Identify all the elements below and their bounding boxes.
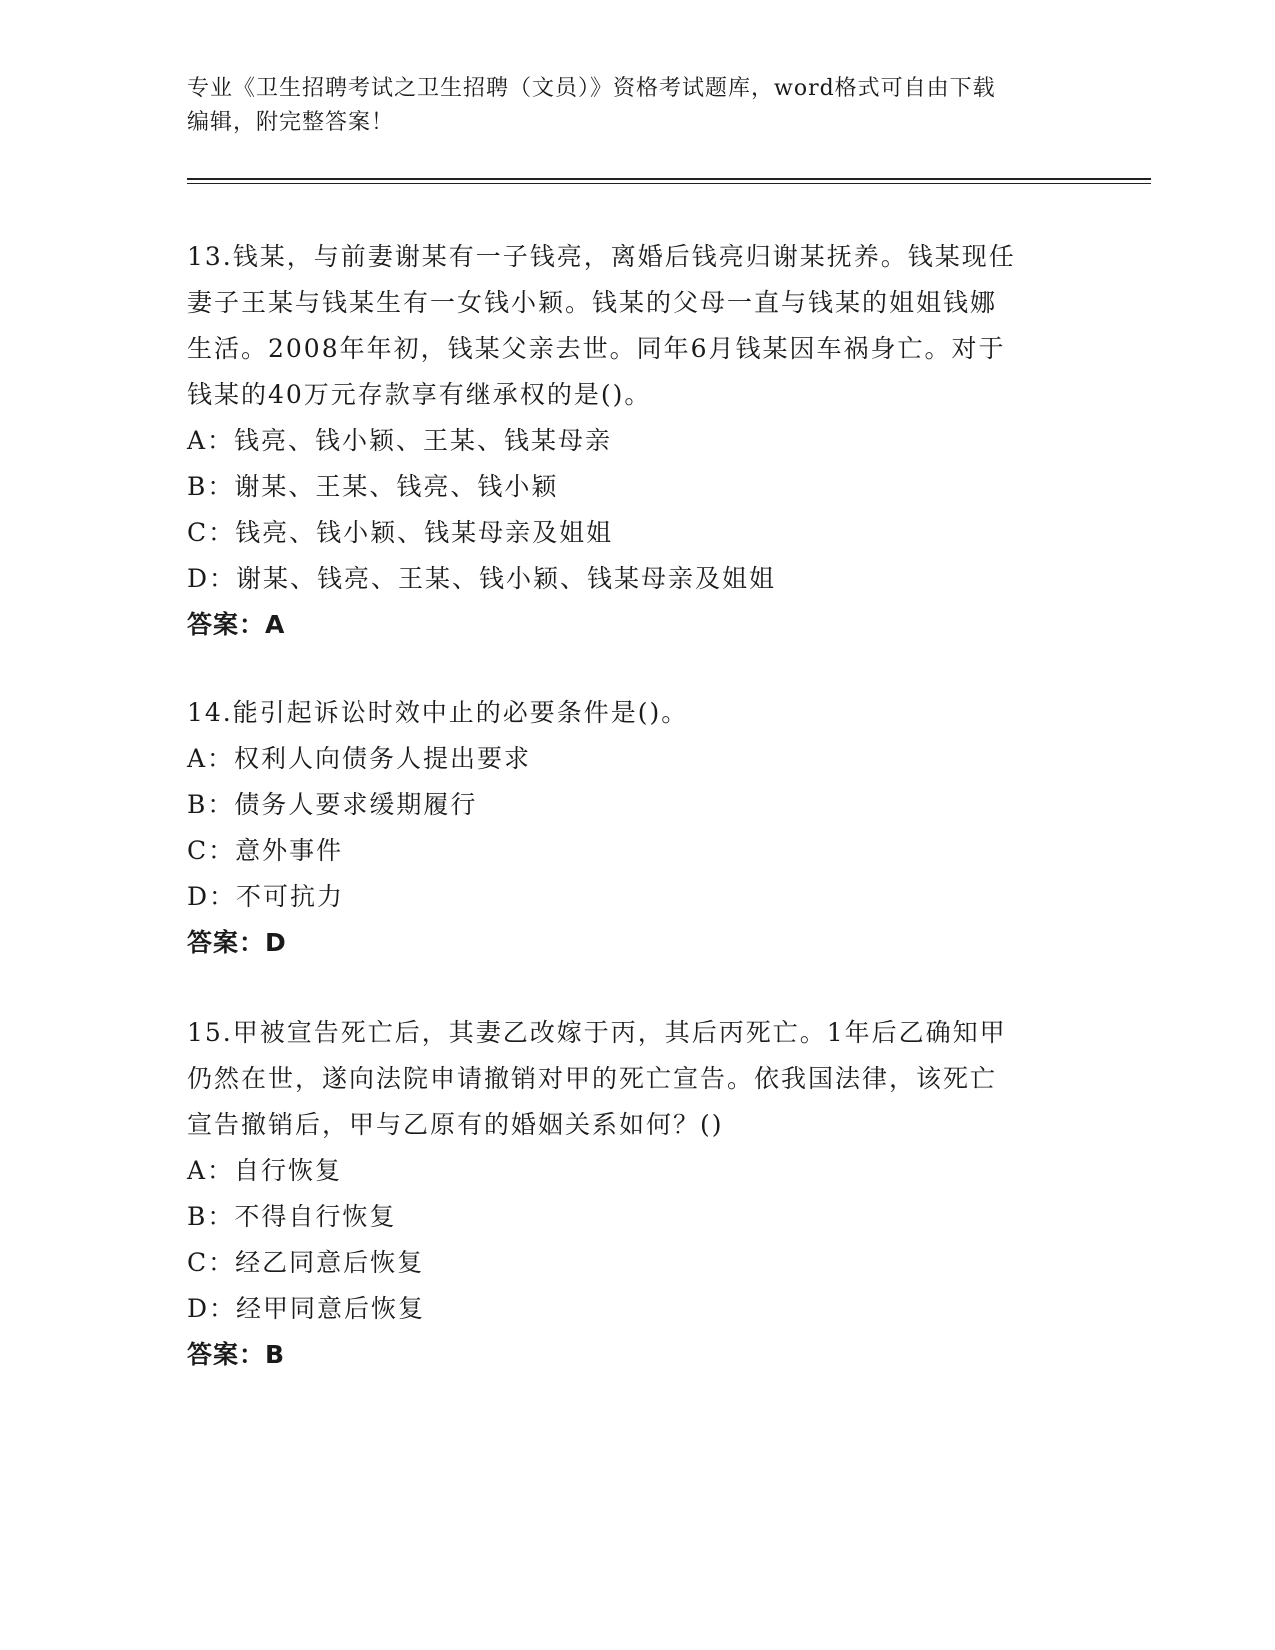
question-stem <box>187 234 1087 418</box>
stem-line: 13.钱某，与前妻谢某有一子钱亮，离婚后钱亮归谢某抚养。钱某现任 <box>187 242 1016 271</box>
option-c: C：钱亮、钱小颖、钱某母亲及姐姐 <box>187 518 614 547</box>
header-line-2: 编辑，附完整答案！ <box>187 110 395 135</box>
header-divider-thin <box>187 183 1151 184</box>
header-line-1: 专业《卫生招聘考试之卫生招聘（文员）》资格考试题库，word格式可自由下载 <box>187 76 996 101</box>
option-b: B：不得自行恢复 <box>187 1202 397 1231</box>
answer-label: 答案：D <box>187 928 287 957</box>
option-d: D：不可抗力 <box>187 882 345 911</box>
stem-line: 宣告撤销后，甲与乙原有的婚姻关系如何？() <box>187 1110 724 1139</box>
option-a: A：自行恢复 <box>187 1156 343 1185</box>
question-stem <box>187 1010 1087 1148</box>
option-d: D：经甲同意后恢复 <box>187 1294 426 1323</box>
option-c: C：意外事件 <box>187 836 344 865</box>
option-b: B：谢某、王某、钱亮、钱小颖 <box>187 472 559 501</box>
stem-line: 妻子王某与钱某生有一女钱小颖。钱某的父母一直与钱某的姐姐钱娜 <box>187 288 998 317</box>
option-a: A：权利人向债务人提出要求 <box>187 744 532 773</box>
document-header <box>187 72 1067 140</box>
question-13 <box>187 234 1087 648</box>
stem-line: 钱某的40万元存款享有继承权的是()。 <box>187 380 652 409</box>
option-d: D：谢某、钱亮、王某、钱小颖、钱某母亲及姐姐 <box>187 564 777 593</box>
option-b: B：债务人要求缓期履行 <box>187 790 478 819</box>
stem-line: 仍然在世，遂向法院申请撤销对甲的死亡宣告。依我国法律，该死亡 <box>187 1064 998 1093</box>
question-stem <box>187 690 1087 736</box>
question-14 <box>187 690 1087 966</box>
stem-line: 15.甲被宣告死亡后，其妻乙改嫁于丙，其后丙死亡。1年后乙确知甲 <box>187 1018 1007 1047</box>
answer-label: 答案：B <box>187 1340 286 1369</box>
question-15 <box>187 1010 1087 1378</box>
stem-line: 14.能引起诉讼时效中止的必要条件是()。 <box>187 698 689 727</box>
option-c: C：经乙同意后恢复 <box>187 1248 425 1277</box>
option-a: A：钱亮、钱小颖、王某、钱某母亲 <box>187 426 613 455</box>
answer-label: 答案：A <box>187 610 286 639</box>
stem-line: 生活。2008年年初，钱某父亲去世。同年6月钱某因车祸身亡。对于 <box>187 334 1006 363</box>
header-divider-thick <box>187 178 1151 180</box>
